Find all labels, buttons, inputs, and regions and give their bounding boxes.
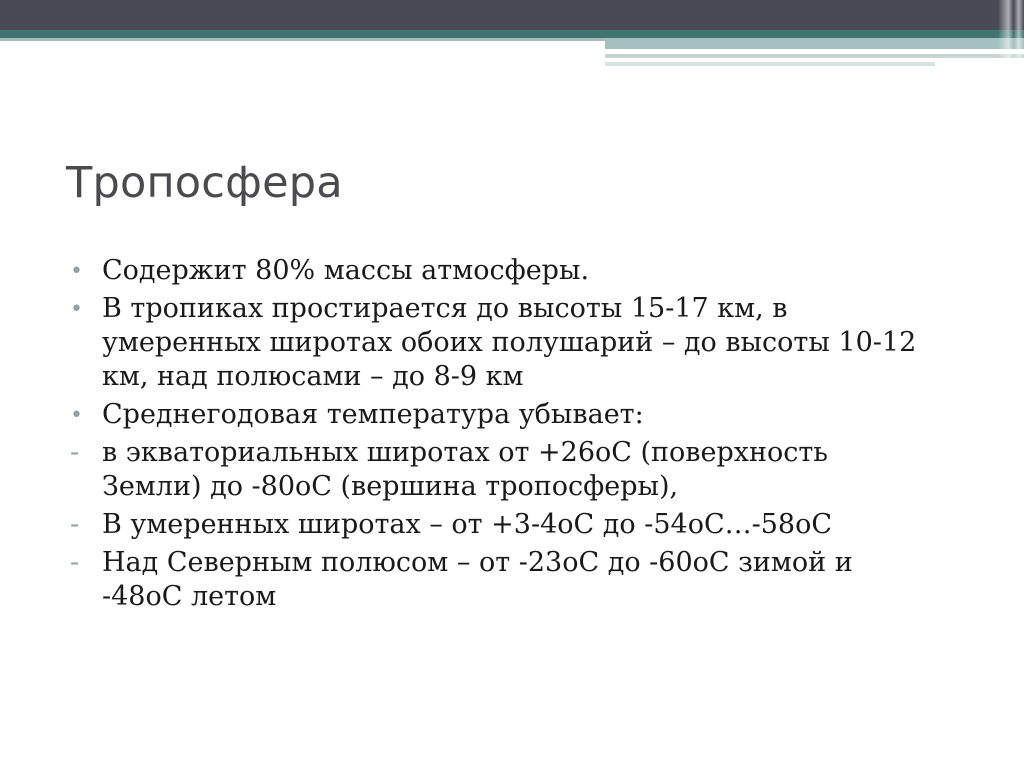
header-thin-band-2 bbox=[605, 62, 935, 66]
list-item-text: Содержит 80% массы атмосферы. bbox=[102, 255, 590, 286]
header-teal-band bbox=[0, 30, 1024, 38]
bullet-list bbox=[70, 254, 930, 618]
bullet-marker: • bbox=[70, 297, 83, 322]
bullet-marker: • bbox=[70, 259, 83, 284]
dash-marker: - bbox=[70, 547, 80, 578]
header-thin-band-1 bbox=[605, 54, 1024, 58]
dash-marker: - bbox=[70, 509, 80, 540]
list-item-mass bbox=[70, 254, 930, 288]
header-light-band bbox=[605, 38, 1024, 49]
list-item-temperate bbox=[70, 508, 930, 542]
header-edge-shadow bbox=[998, 0, 1024, 70]
list-item-text: В умеренных широтах – от +3-4оС до -54оС…-58оС bbox=[102, 509, 833, 540]
header-underline-band bbox=[0, 38, 605, 41]
list-item-text: В тропиках простирается до высоты 15-17 км, в умеренных широтах обоих полушарий – до высоты 10-12 км, над полюсами – до 8-9 км bbox=[102, 293, 917, 392]
slide-title: Тропосфера bbox=[66, 158, 343, 208]
dash-marker: - bbox=[70, 437, 80, 468]
header-dark-band bbox=[0, 0, 1024, 30]
bullet-marker: • bbox=[70, 403, 83, 428]
list-item-equatorial bbox=[70, 436, 930, 504]
list-item-text: Над Северным полюсом – от -23оС до -60оС зимой и -48оС летом bbox=[102, 547, 853, 612]
list-item-text: в экваториальных широтах от +26оС (поверхность Земли) до -80оС (вершина тропосферы), bbox=[102, 437, 829, 502]
list-item-north-pole bbox=[70, 546, 930, 614]
list-item-temperature bbox=[70, 398, 930, 432]
list-item-height bbox=[70, 292, 930, 394]
list-item-text: Среднегодовая температура убывает: bbox=[102, 399, 644, 430]
